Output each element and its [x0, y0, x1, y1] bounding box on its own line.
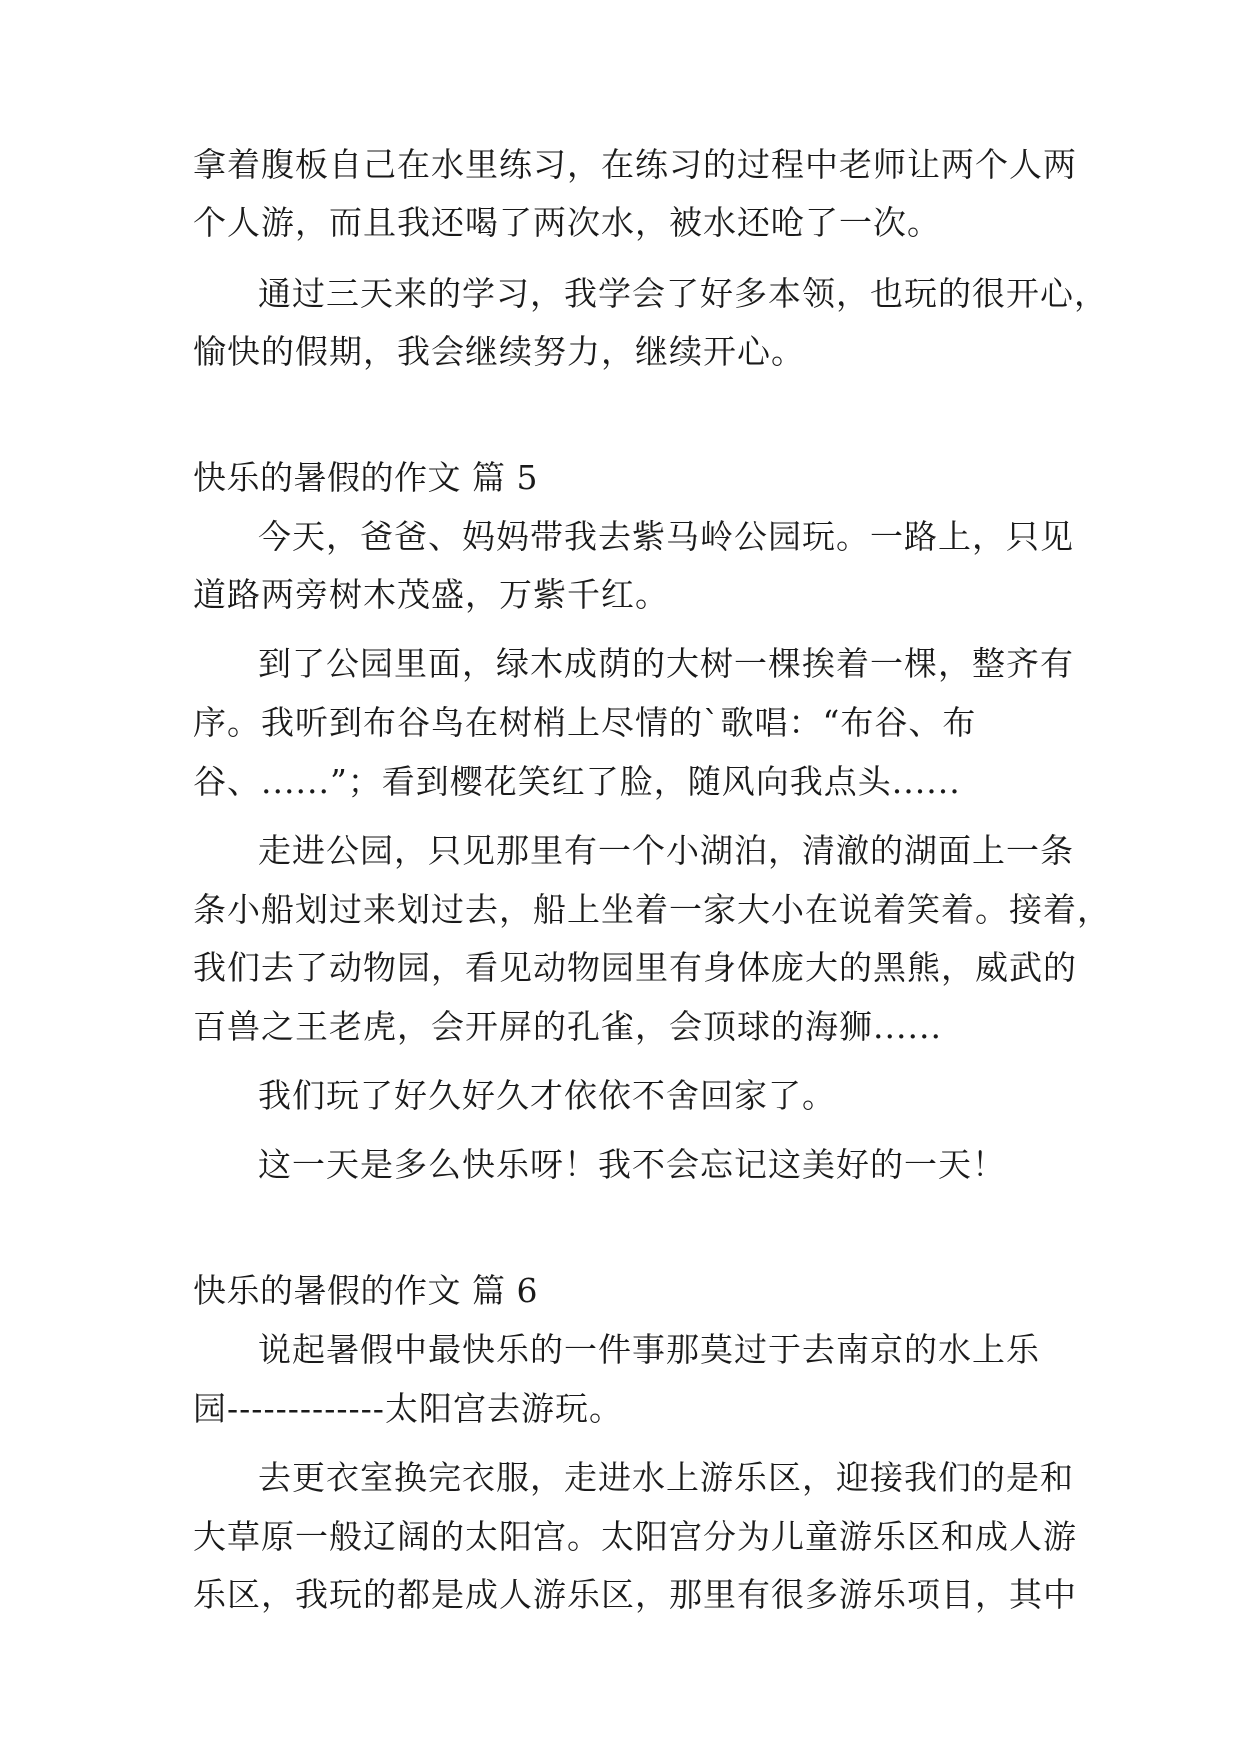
paragraph-line: 通过三天来的学习，我学会了好多本领，也玩的很开心，	[258, 274, 1108, 313]
paragraph-line: 乐区，我玩的都是成人游乐区，那里有很多游乐项目，其中	[193, 1575, 1077, 1614]
paragraph-line: 序。我听到布谷鸟在树梢上尽情的`歌唱：“布谷、布	[193, 703, 977, 742]
paragraph-line: 走进公园，只见那里有一个小湖泊，清澈的湖面上一条	[258, 831, 1074, 870]
paragraph-line: 我们玩了好久好久才依依不舍回家了。	[258, 1076, 836, 1115]
paragraph-line: 园-------------太阳宫去游玩。	[193, 1389, 623, 1428]
paragraph-line: 条小船划过来划过去，船上坐着一家大小在说着笑着。接着，	[193, 890, 1111, 929]
paragraph-line: 说起暑假中最快乐的一件事那莫过于去南京的水上乐	[258, 1330, 1040, 1369]
paragraph-line: 道路两旁树木茂盛，万紫千红。	[193, 575, 669, 614]
section-heading: 快乐的暑假的作文 篇 5	[193, 458, 538, 497]
paragraph-line: 这一天是多么快乐呀！我不会忘记这美好的一天！	[258, 1145, 1006, 1184]
paragraph-line: 愉快的假期，我会继续努力，继续开心。	[193, 332, 805, 371]
paragraph-line: 个人游，而且我还喝了两次水，被水还呛了一次。	[193, 203, 941, 242]
paragraph-line: 谷、......”；看到樱花笑红了脸，随风向我点头......	[193, 762, 961, 801]
paragraph-line: 我们去了动物园，看见动物园里有身体庞大的黑熊，威武的	[193, 948, 1077, 987]
paragraph-line: 拿着腹板自己在水里练习，在练习的过程中老师让两个人两	[193, 145, 1077, 184]
paragraph-line: 今天，爸爸、妈妈带我去紫马岭公园玩。一路上，只见	[258, 517, 1074, 556]
paragraph-line: 百兽之王老虎，会开屏的孔雀，会顶球的海狮......	[193, 1007, 942, 1046]
paragraph-line: 去更衣室换完衣服，走进水上游乐区，迎接我们的是和	[258, 1458, 1074, 1497]
paragraph-line: 到了公园里面，绿木成荫的大树一棵挨着一棵，整齐有	[258, 644, 1074, 683]
paragraph-line: 大草原一般辽阔的太阳宫。太阳宫分为儿童游乐区和成人游	[193, 1517, 1077, 1556]
section-heading: 快乐的暑假的作文 篇 6	[193, 1271, 538, 1310]
